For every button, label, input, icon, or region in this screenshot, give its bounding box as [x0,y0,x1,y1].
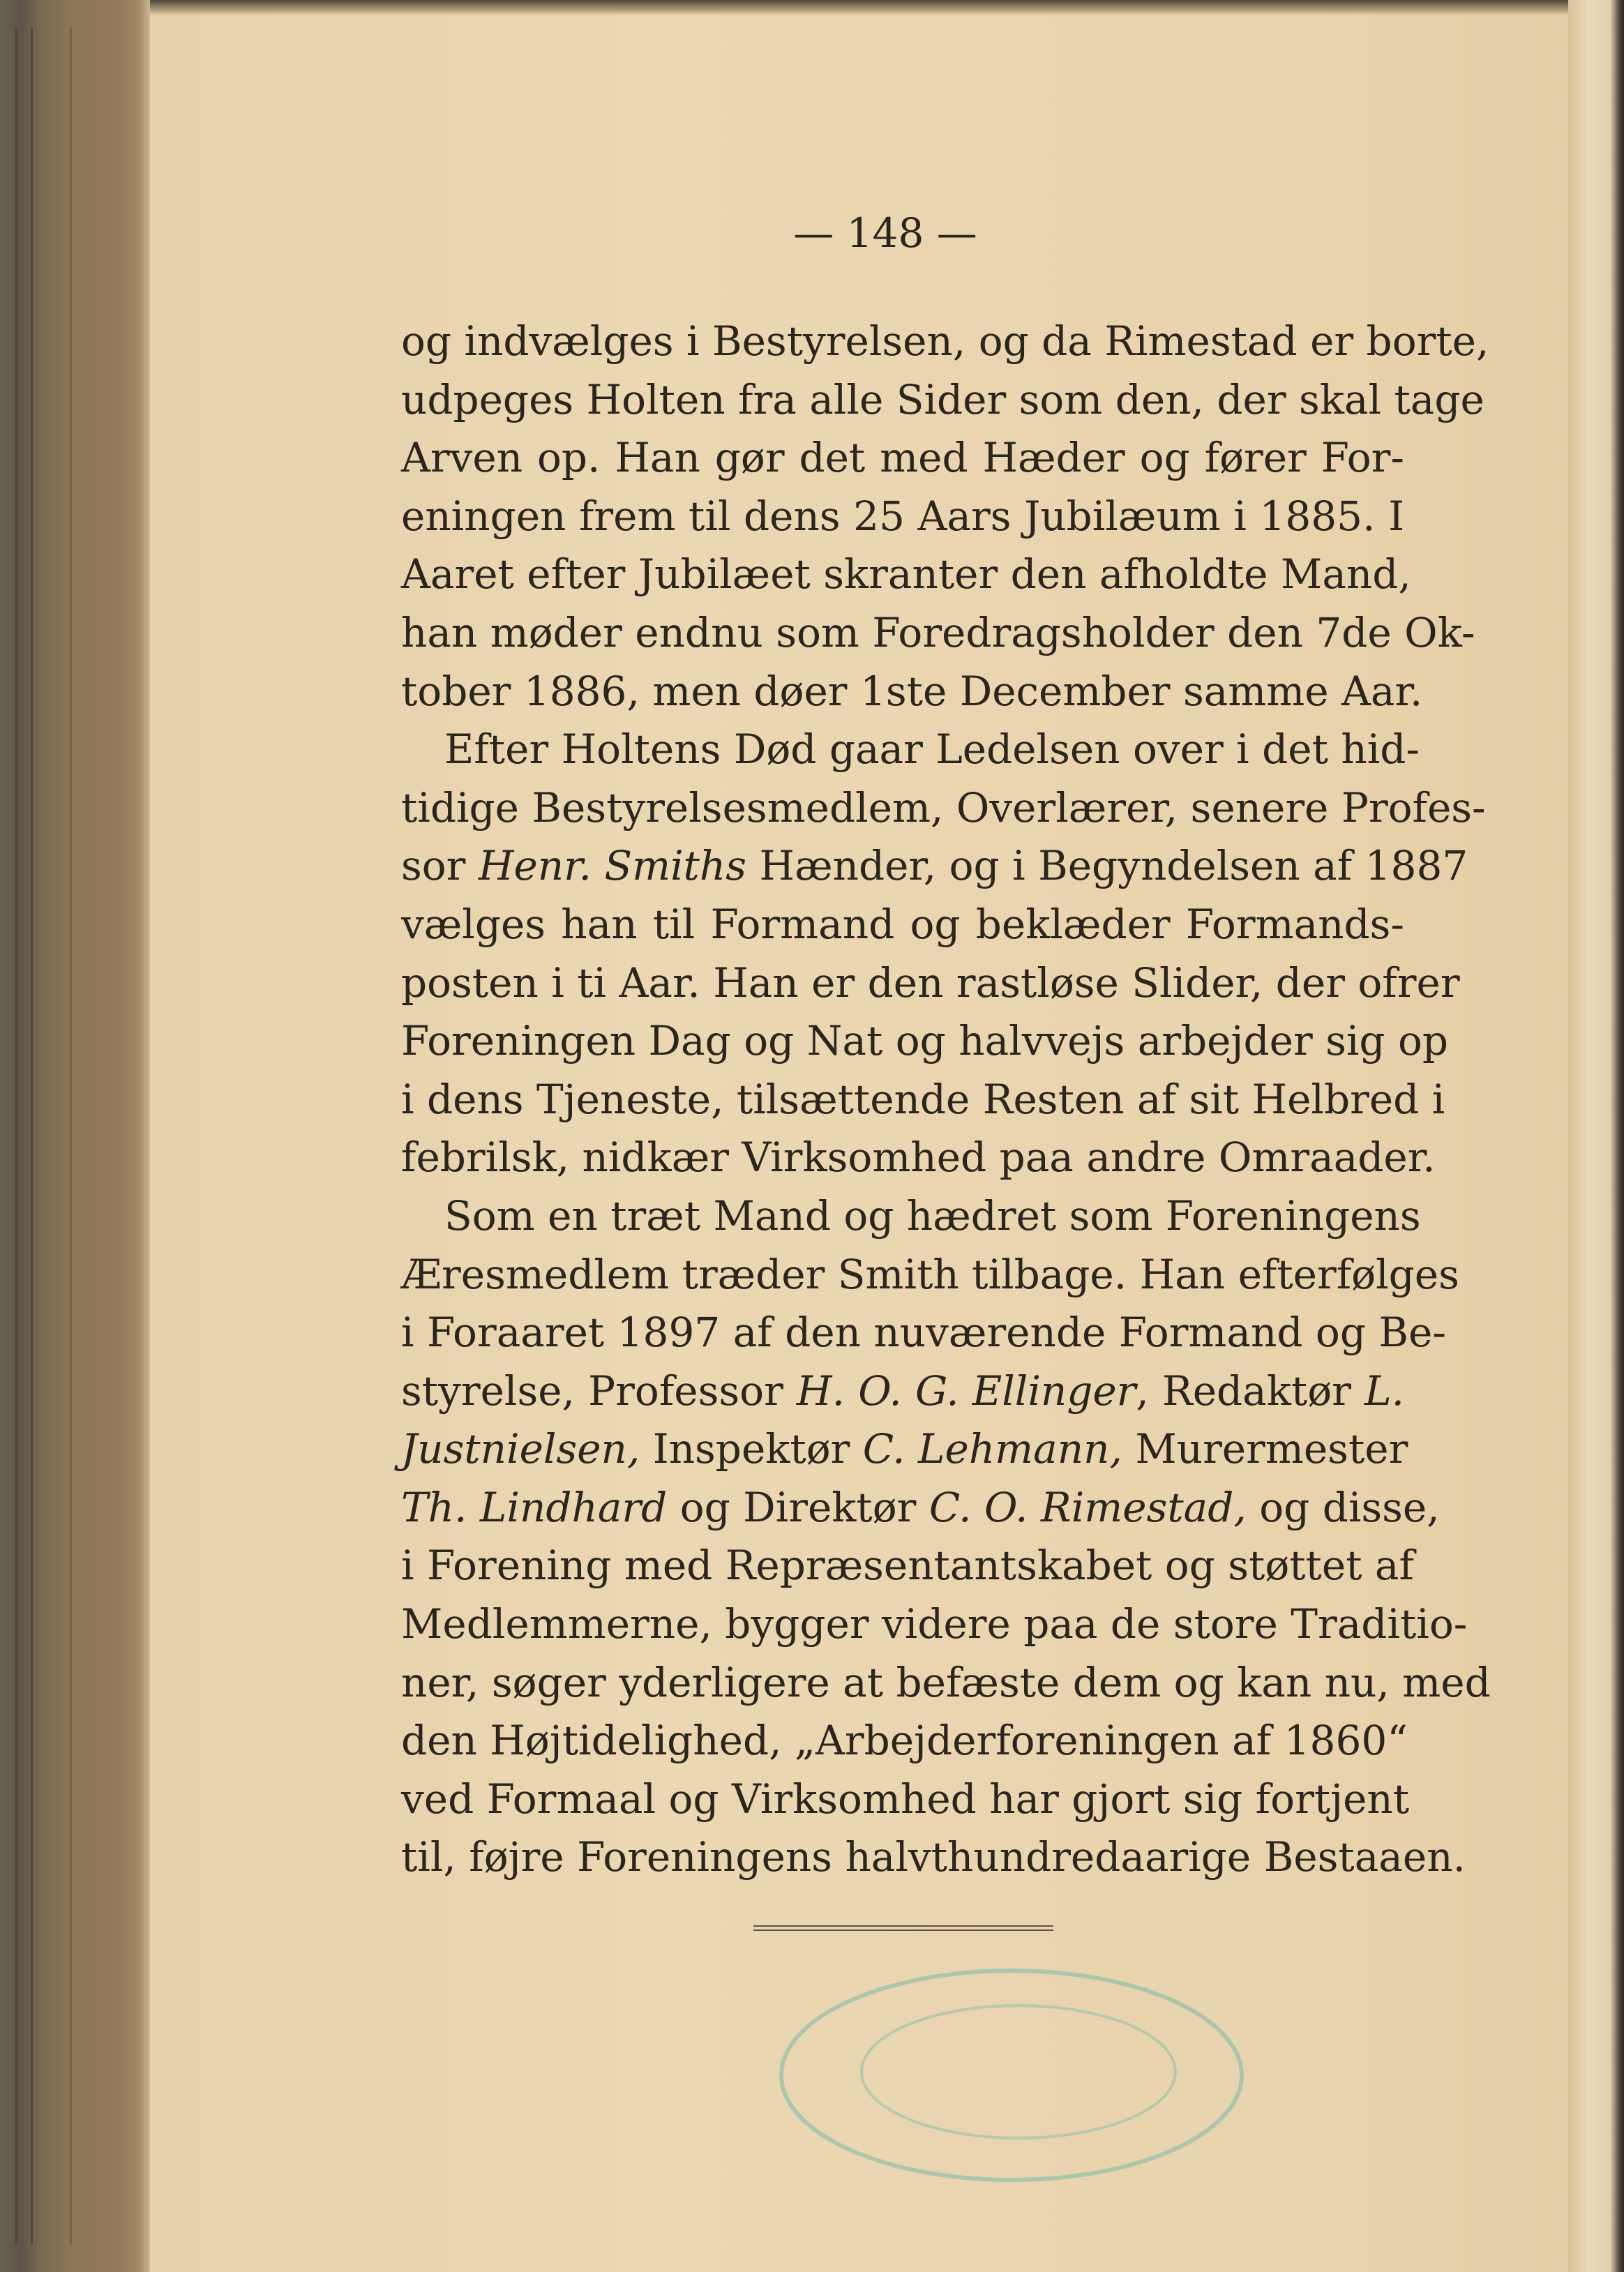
text-segment: Som en træt Mand og hædret som Foreningens [444,1191,1421,1240]
text-segment: Aaret efter Jubilæet skranter den afholdte Mand, [401,550,1411,599]
text-segment: posten i ti Aar. Han er den rastløse Slider, der ofrer [401,958,1460,1007]
italic-name-text: C. O. Rimestad, [928,1483,1247,1531]
page-edge-line [15,28,17,2244]
text-line [401,1420,1408,1479]
text-segment: ner, søger yderligere at befæste dem og kan nu, med [401,1658,1491,1706]
text-segment: ved Formaal og Virksomhed har gjort sig fortjent [401,1775,1410,1823]
end-rule-divider [753,1925,1053,1931]
page-right-edge [1568,0,1624,2272]
text-line [401,1246,1459,1304]
text-segment: udpeges Holten fra alle Sider som den, der skal tage [401,375,1484,423]
text-line [401,1712,1408,1770]
text-line [401,1362,1404,1421]
page-edge-line [70,28,72,2244]
text-line [401,1071,1445,1129]
italic-name-text: Th. Lindhard [401,1483,668,1531]
text-segment: tidige Bestyrelsesmedlem, Overlærer, senere Profes- [401,783,1486,832]
text-segment: og disse, [1246,1483,1440,1531]
text-line [401,1129,1436,1187]
text-segment: Efter Holtens Død gaar Ledelsen over i det hid- [444,725,1420,774]
text-line [401,1304,1446,1362]
text-line [401,1595,1468,1654]
text-segment: vælges han til Formand og beklæder Formands- [401,900,1404,948]
book-spine-edge [0,0,150,2272]
italic-name-text: Henr. Smiths [478,842,747,890]
text-line [401,1654,1491,1713]
text-segment: eningen frem til dens 25 Aars Jubilæum i 1885. I [401,492,1404,540]
text-segment: sor [401,842,479,890]
text-line [401,721,1420,779]
italic-name-text: H. O. G. Ellinger [797,1367,1136,1415]
page-edge-line [31,28,33,2244]
text-segment: tober 1886, men døer 1ste December samme Aar. [401,667,1423,715]
text-line [401,663,1423,721]
text-line [401,546,1411,604]
italic-name-text: C. Lehmann, [862,1425,1122,1473]
text-segment: Arven op. Han gør det med Hæder og fører For- [401,434,1404,482]
text-line [401,1187,1421,1246]
text-line [401,371,1484,430]
text-segment: i Foraaret 1897 af den nuværende Formand og Be- [401,1309,1446,1357]
text-line [401,313,1489,371]
text-line [401,488,1404,546]
text-line [401,1828,1466,1887]
text-line [401,1537,1414,1595]
text-segment: Medlemmerne, bygger videre paa de store Traditio- [401,1600,1468,1648]
text-line [401,604,1475,663]
text-segment: og indvælges i Bestyrelsen, og da Rimestad er borte, [401,317,1489,365]
text-segment: og Direktør [667,1483,929,1531]
text-segment: i dens Tjeneste, tilsættende Resten af sit Helbred i [401,1075,1445,1123]
italic-name-text: Justnielsen, [401,1425,640,1473]
text-line [401,837,1468,896]
text-line [401,896,1404,954]
page-number: — 148 — [793,209,977,257]
text-segment: Æresmedlem træder Smith tilbage. Han efterfølges [401,1250,1459,1298]
text-segment: Foreningen Dag og Nat og halvvejs arbejder sig op [401,1017,1449,1065]
text-line [401,1479,1440,1537]
text-line [401,429,1404,488]
text-segment: Hænder, og i Begyndelsen af 1887 [746,842,1468,890]
text-line [401,1770,1410,1829]
text-segment: Murermester [1122,1425,1408,1473]
text-segment: styrelse, Professor [401,1367,797,1415]
text-line [401,779,1486,838]
italic-name-text: L. [1364,1367,1405,1415]
text-line [401,1012,1449,1071]
text-segment: til, føjre Foreningens halvthundredaarige Bestaaen. [401,1833,1466,1881]
scan-top-edge [0,0,1624,15]
text-segment: Inspektør [640,1425,863,1473]
text-segment: i Forening med Repræsentantskabet og støttet af [401,1542,1414,1590]
library-stamp [760,1953,1263,2190]
text-segment: , Redaktør [1136,1367,1365,1415]
text-segment: febrilsk, nidkær Virksomhed paa andre Omraader. [401,1134,1436,1182]
text-line [401,954,1460,1013]
text-segment: den Højtidelighed, „Arbejderforeningen af 1860“ [401,1717,1408,1765]
text-segment: han møder endnu som Foredragsholder den 7de Ok- [401,608,1475,656]
body-text [401,313,1491,1887]
